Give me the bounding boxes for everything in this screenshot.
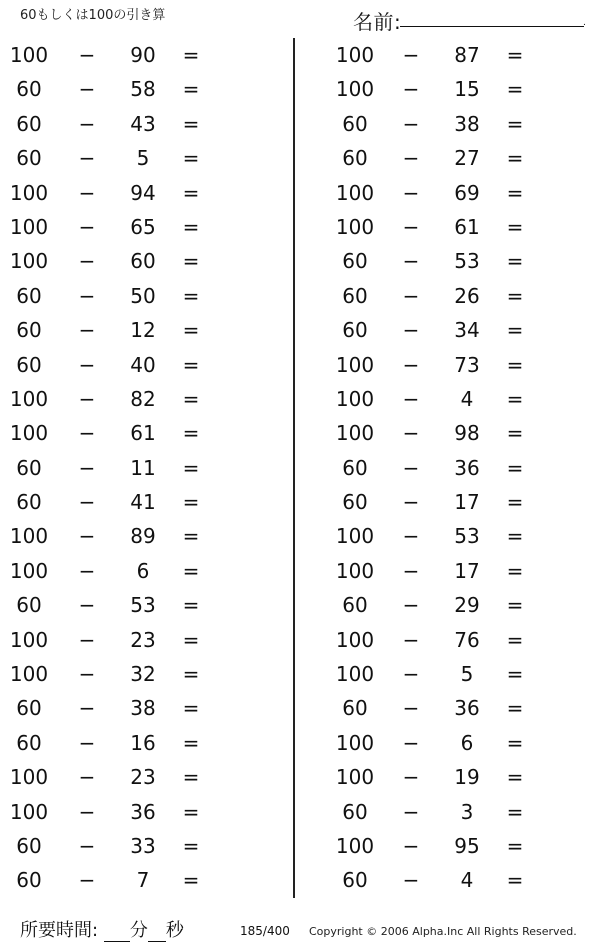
minus-sign: −: [402, 455, 420, 480]
minus-sign: −: [78, 146, 96, 171]
subtrahend: 27: [454, 146, 480, 171]
equals-sign: =: [506, 111, 524, 136]
subtrahend: 73: [454, 352, 480, 377]
equals-sign: =: [182, 318, 200, 343]
equals-sign: =: [182, 730, 200, 755]
minuend: 100: [335, 558, 375, 583]
name-field-line[interactable]: [400, 26, 584, 27]
equals-sign: =: [182, 386, 200, 411]
minus-sign: −: [402, 318, 420, 343]
minus-sign: −: [402, 558, 420, 583]
minus-sign: −: [402, 662, 420, 687]
seconds-blank[interactable]: [148, 921, 166, 942]
subtrahend: 7: [136, 868, 150, 893]
time-label: 所要時間:: [20, 920, 99, 941]
subtrahend: 90: [130, 43, 156, 67]
minus-sign: −: [78, 455, 96, 480]
equals-sign: =: [506, 765, 524, 790]
equals-sign: =: [182, 111, 200, 136]
minus-sign: −: [402, 799, 420, 824]
minuend: 60: [16, 868, 42, 893]
minuend: 100: [335, 352, 375, 377]
minuend: 60: [16, 146, 42, 171]
minus-sign: −: [78, 730, 96, 755]
minuend: 60: [342, 593, 368, 618]
equals-sign: =: [506, 730, 524, 755]
minuend: 60: [342, 455, 368, 480]
subtrahend: 34: [454, 318, 480, 343]
equals-sign: =: [182, 558, 200, 583]
minus-sign: −: [402, 386, 420, 411]
minus-sign: −: [402, 214, 420, 239]
sheet-number: 185/400: [240, 924, 290, 938]
minus-sign: −: [402, 765, 420, 790]
minus-sign: −: [78, 696, 96, 721]
minuend: 100: [9, 627, 49, 652]
minus-sign: −: [78, 490, 96, 515]
minuend: 60: [342, 146, 368, 171]
subtrahend: 33: [130, 833, 156, 858]
subtrahend: 19: [454, 765, 480, 790]
minuend: 100: [335, 730, 375, 755]
subtrahend: 4: [460, 386, 474, 411]
equals-sign: =: [506, 593, 524, 618]
equals-sign: =: [506, 696, 524, 721]
minuend: 100: [9, 214, 49, 239]
name-label: 名前:: [353, 10, 402, 34]
minuend: 100: [9, 180, 49, 205]
equals-sign: =: [182, 77, 200, 102]
subtrahend: 38: [454, 111, 480, 136]
equals-sign: =: [506, 283, 524, 308]
minus-sign: −: [402, 180, 420, 205]
subtrahend: 5: [460, 662, 474, 687]
equals-sign: =: [506, 558, 524, 583]
minuend: 60: [16, 593, 42, 618]
equals-sign: =: [182, 627, 200, 652]
subtrahend: 23: [130, 627, 156, 652]
minuend: 60: [16, 77, 42, 102]
subtrahend: 43: [130, 111, 156, 136]
subtrahend: 53: [130, 593, 156, 618]
worksheet-title: 60もしくは100の引き算: [20, 8, 166, 23]
minus-sign: −: [402, 352, 420, 377]
minus-sign: −: [78, 421, 96, 446]
minuend: 100: [335, 524, 375, 549]
subtrahend: 32: [130, 662, 156, 687]
minuend: 100: [9, 386, 49, 411]
minuend: 60: [342, 490, 368, 515]
subtrahend: 38: [130, 696, 156, 721]
subtrahend: 87: [454, 43, 480, 67]
minus-sign: −: [78, 765, 96, 790]
equals-sign: =: [182, 868, 200, 893]
minus-sign: −: [402, 868, 420, 893]
minus-sign: −: [402, 593, 420, 618]
minuend: 60: [342, 696, 368, 721]
subtrahend: 76: [454, 627, 480, 652]
minus-sign: −: [402, 111, 420, 136]
equals-sign: =: [506, 318, 524, 343]
minuend: 100: [335, 214, 375, 239]
minus-sign: −: [402, 249, 420, 274]
minus-sign: −: [78, 627, 96, 652]
equals-sign: =: [182, 524, 200, 549]
minus-sign: −: [402, 490, 420, 515]
subtrahend: 95: [454, 833, 480, 858]
seconds-label: 秒: [165, 920, 184, 941]
minus-sign: −: [78, 386, 96, 411]
equals-sign: =: [506, 43, 524, 67]
minus-sign: −: [402, 524, 420, 549]
minus-sign: −: [402, 730, 420, 755]
subtrahend: 36: [454, 455, 480, 480]
equals-sign: =: [182, 696, 200, 721]
minuend: 100: [9, 799, 49, 824]
minus-sign: −: [78, 77, 96, 102]
column-divider: [293, 38, 295, 898]
equals-sign: =: [182, 593, 200, 618]
equals-sign: =: [182, 799, 200, 824]
minuend: 60: [16, 283, 42, 308]
subtrahend: 61: [454, 214, 480, 239]
minuend: 100: [335, 77, 375, 102]
equals-sign: =: [182, 180, 200, 205]
subtrahend: 50: [130, 283, 156, 308]
subtrahend: 15: [454, 77, 480, 102]
minus-sign: −: [78, 352, 96, 377]
minus-sign: −: [78, 180, 96, 205]
minus-sign: −: [402, 627, 420, 652]
minus-sign: −: [78, 524, 96, 549]
minuend: 100: [335, 833, 375, 858]
subtrahend: 65: [130, 214, 156, 239]
equals-sign: =: [506, 455, 524, 480]
subtrahend: 26: [454, 283, 480, 308]
minus-sign: −: [402, 833, 420, 858]
equals-sign: =: [506, 868, 524, 893]
subtrahend: 6: [136, 558, 150, 583]
subtrahend: 98: [454, 421, 480, 446]
minuend: 100: [9, 765, 49, 790]
minus-sign: −: [78, 593, 96, 618]
minutes-blank[interactable]: [104, 921, 130, 942]
subtrahend: 60: [130, 249, 156, 274]
minuend: 100: [335, 765, 375, 790]
minus-sign: −: [78, 799, 96, 824]
minuend: 60: [342, 249, 368, 274]
minus-sign: −: [402, 146, 420, 171]
minuend: 100: [9, 662, 49, 687]
minus-sign: −: [402, 77, 420, 102]
equals-sign: =: [182, 249, 200, 274]
subtrahend: 23: [130, 765, 156, 790]
minus-sign: −: [78, 214, 96, 239]
equals-sign: =: [506, 833, 524, 858]
minuend: 60: [342, 318, 368, 343]
minus-sign: −: [78, 662, 96, 687]
subtrahend: 17: [454, 558, 480, 583]
subtrahend: 36: [454, 696, 480, 721]
minus-sign: −: [78, 283, 96, 308]
equals-sign: =: [506, 662, 524, 687]
minus-sign: −: [78, 43, 96, 67]
minuend: 60: [342, 111, 368, 136]
subtrahend: 29: [454, 593, 480, 618]
minutes-label: 分: [129, 920, 148, 941]
subtrahend: 6: [460, 730, 474, 755]
name-line-dot: .: [583, 18, 586, 28]
minus-sign: −: [78, 111, 96, 136]
equals-sign: =: [182, 833, 200, 858]
subtrahend: 40: [130, 352, 156, 377]
equals-sign: =: [506, 421, 524, 446]
minuend: 60: [342, 799, 368, 824]
minus-sign: −: [78, 558, 96, 583]
minuend: 60: [16, 833, 42, 858]
minuend: 100: [9, 43, 49, 67]
subtrahend: 69: [454, 180, 480, 205]
subtrahend: 61: [130, 421, 156, 446]
minuend: 100: [9, 421, 49, 446]
equals-sign: =: [506, 490, 524, 515]
subtrahend: 16: [130, 730, 156, 755]
equals-sign: =: [182, 214, 200, 239]
equals-sign: =: [506, 627, 524, 652]
minus-sign: −: [78, 868, 96, 893]
minuend: 60: [16, 696, 42, 721]
minuend: 60: [16, 455, 42, 480]
minus-sign: −: [402, 283, 420, 308]
minuend: 100: [335, 180, 375, 205]
subtrahend: 53: [454, 524, 480, 549]
subtrahend: 5: [136, 146, 150, 171]
equals-sign: =: [182, 421, 200, 446]
subtrahend: 41: [130, 490, 156, 515]
subtrahend: 3: [460, 799, 474, 824]
minus-sign: −: [402, 696, 420, 721]
minuend: 100: [9, 249, 49, 274]
minuend: 60: [342, 868, 368, 893]
equals-sign: =: [182, 283, 200, 308]
equals-sign: =: [182, 662, 200, 687]
subtrahend: 11: [130, 455, 156, 480]
equals-sign: =: [506, 180, 524, 205]
minus-sign: −: [402, 43, 420, 67]
equals-sign: =: [182, 146, 200, 171]
minuend: 100: [335, 627, 375, 652]
minuend: 60: [342, 283, 368, 308]
equals-sign: =: [506, 214, 524, 239]
subtrahend: 89: [130, 524, 156, 549]
minuend: 60: [16, 490, 42, 515]
minus-sign: −: [78, 249, 96, 274]
time-taken: [20, 916, 184, 942]
equals-sign: =: [506, 352, 524, 377]
minuend: 100: [335, 662, 375, 687]
subtrahend: 58: [130, 77, 156, 102]
equals-sign: =: [182, 455, 200, 480]
minuend: 60: [16, 352, 42, 377]
subtrahend: 4: [460, 868, 474, 893]
equals-sign: =: [182, 352, 200, 377]
equals-sign: =: [182, 490, 200, 515]
equals-sign: =: [506, 386, 524, 411]
minuend: 60: [16, 730, 42, 755]
equals-sign: =: [506, 799, 524, 824]
subtrahend: 53: [454, 249, 480, 274]
minus-sign: −: [402, 421, 420, 446]
equals-sign: =: [506, 524, 524, 549]
subtrahend: 36: [130, 799, 156, 824]
minuend: 100: [9, 558, 49, 583]
subtrahend: 82: [130, 386, 156, 411]
equals-sign: =: [182, 43, 200, 67]
minuend: 100: [9, 524, 49, 549]
subtrahend: 94: [130, 180, 156, 205]
minuend: 100: [335, 386, 375, 411]
copyright-notice: Copyright © 2006 Alpha.Inc All Rights Reserved.: [309, 925, 577, 938]
minuend: 60: [16, 318, 42, 343]
subtrahend: 17: [454, 490, 480, 515]
equals-sign: =: [506, 77, 524, 102]
minuend: 100: [335, 43, 375, 67]
equals-sign: =: [506, 146, 524, 171]
minuend: 100: [335, 421, 375, 446]
minus-sign: −: [78, 318, 96, 343]
equals-sign: =: [182, 765, 200, 790]
equals-sign: =: [506, 249, 524, 274]
minus-sign: −: [78, 833, 96, 858]
subtrahend: 12: [130, 318, 156, 343]
minuend: 60: [16, 111, 42, 136]
